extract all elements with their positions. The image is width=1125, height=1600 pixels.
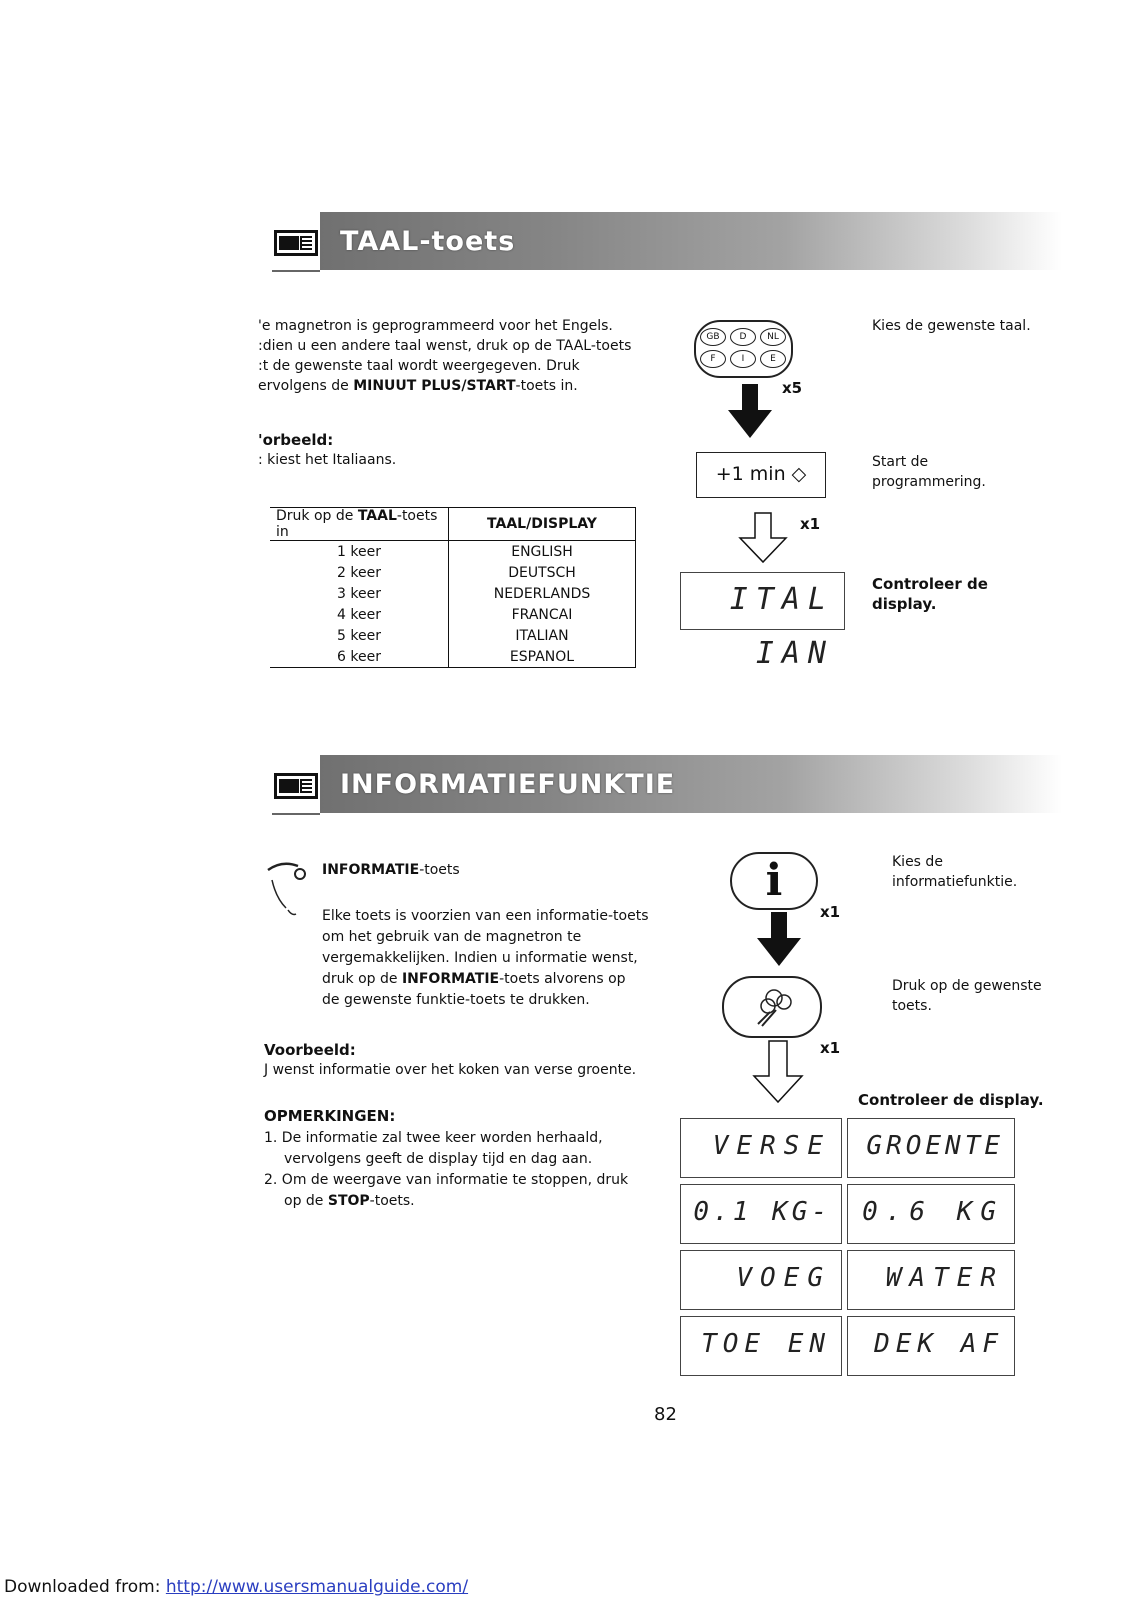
table-row: 1 keer ENGLISH <box>270 541 636 563</box>
example-heading: 'orbeeld: <box>258 431 334 449</box>
lcd-display: 0.6 KG <box>847 1184 1015 1244</box>
minute-plus-start-button[interactable]: +1 min ◇ <box>696 452 826 498</box>
example-text: : kiest het Italiaans. <box>258 452 397 468</box>
hand-pointer-icon <box>264 858 310 934</box>
taal-banner <box>272 212 1062 270</box>
lcd-display: 0.1 KG- <box>680 1184 842 1244</box>
arrow-down-icon <box>757 912 801 968</box>
download-footer: Downloaded from: http://www.usersmanualguide.com/ <box>4 1577 469 1597</box>
lang-button-gb[interactable]: GB <box>700 328 726 346</box>
outline-arrow-down-icon <box>752 1040 804 1104</box>
lcd-display: VOEG <box>680 1250 842 1310</box>
info-step2-label: Druk op de gewenste toets. <box>892 978 1042 1014</box>
lang-button-d[interactable]: D <box>730 328 756 346</box>
info-step3-label: Controleer de display. <box>858 1091 1044 1109</box>
step3-label: Controleer de display. <box>872 575 988 613</box>
lcd-display: TOE EN <box>680 1316 842 1376</box>
vegetable-key[interactable] <box>722 976 822 1038</box>
info-step1-label: Kies de informatiefunktie. <box>892 854 1018 890</box>
info-step1-count: x1 <box>820 903 841 921</box>
intro-line: ervolgens de MINUUT PLUS/START-toets in. <box>258 378 578 394</box>
taal-intro <box>258 316 631 396</box>
microwave-icon <box>272 755 320 815</box>
lang-button-i[interactable]: I <box>730 350 756 368</box>
lang-button-nl[interactable]: NL <box>760 328 786 346</box>
info-banner <box>272 755 1062 813</box>
intro-line: :t de gewenste taal wordt weergegeven. Druk <box>258 358 580 374</box>
example2-text: J wenst informatie over het koken van verse groente. <box>264 1062 637 1078</box>
outline-arrow-down-icon <box>738 512 788 564</box>
step1-label: Kies de gewenste taal. <box>872 318 1031 334</box>
info-heading: INFORMATIE-toets <box>322 862 460 878</box>
lcd-display: ITAL IAN <box>680 572 845 630</box>
lang-button-f[interactable]: F <box>700 350 726 368</box>
lcd-display: GROENTE <box>847 1118 1015 1178</box>
info-step2-count: x1 <box>820 1039 841 1057</box>
lcd-display: WATER <box>847 1250 1015 1310</box>
lang-button-e[interactable]: E <box>760 350 786 368</box>
intro-line: 'e magnetron is geprogrammeerd voor het Engels. <box>258 318 613 334</box>
taal-title: TAAL-toets <box>340 226 516 257</box>
lcd-display: DEK AF <box>847 1316 1015 1376</box>
info-paragraph: Elke toets is voorzien van een informatie-toets om het gebruik van de magnetron te vergemakkelijken. Indien u informatie wenst, druk op de INFORMATIE-toets alvorens op de gewenste funktie-toets te drukken. <box>322 908 649 1008</box>
example2-heading: Voorbeeld: <box>264 1041 356 1059</box>
arrow-down-icon <box>728 384 772 440</box>
language-pad[interactable] <box>694 320 793 378</box>
step1-count: x5 <box>782 379 803 397</box>
table-header-left: Druk op de TAAL-toets in <box>270 508 449 541</box>
table-row: 2 keer DEUTSCH <box>270 562 636 583</box>
source-link[interactable]: http://www.usersmanualguide.com/ <box>165 1577 469 1597</box>
remarks-heading: OPMERKINGEN: <box>264 1107 396 1125</box>
page-number: 82 <box>654 1404 677 1425</box>
table-row: 5 keer ITALIAN <box>270 625 636 646</box>
step2-label: Start de programmering. <box>872 454 986 490</box>
microwave-icon <box>272 212 320 272</box>
remarks-list: 1. De informatie zal twee keer worden herhaald, vervolgens geeft de display tijd en dag aan. 2. Om de weergave van informatie te stoppen, druk op de STOP-toets. <box>264 1130 629 1209</box>
table-row: 6 keer ESPANOL <box>270 646 636 668</box>
info-title: INFORMATIEFUNKTIE <box>340 769 676 800</box>
table-header-right: TAAL/DISPLAY <box>449 508 636 541</box>
lcd-display: VERSE <box>680 1118 842 1178</box>
step2-count: x1 <box>800 515 821 533</box>
broccoli-icon <box>724 978 820 1036</box>
intro-line: :dien u een andere taal wenst, druk op de TAAL-toets <box>258 338 632 354</box>
table-row: 3 keer NEDERLANDS <box>270 583 636 604</box>
information-key[interactable]: i <box>730 852 818 910</box>
language-table <box>270 507 636 668</box>
table-row: 4 keer FRANCAI <box>270 604 636 625</box>
